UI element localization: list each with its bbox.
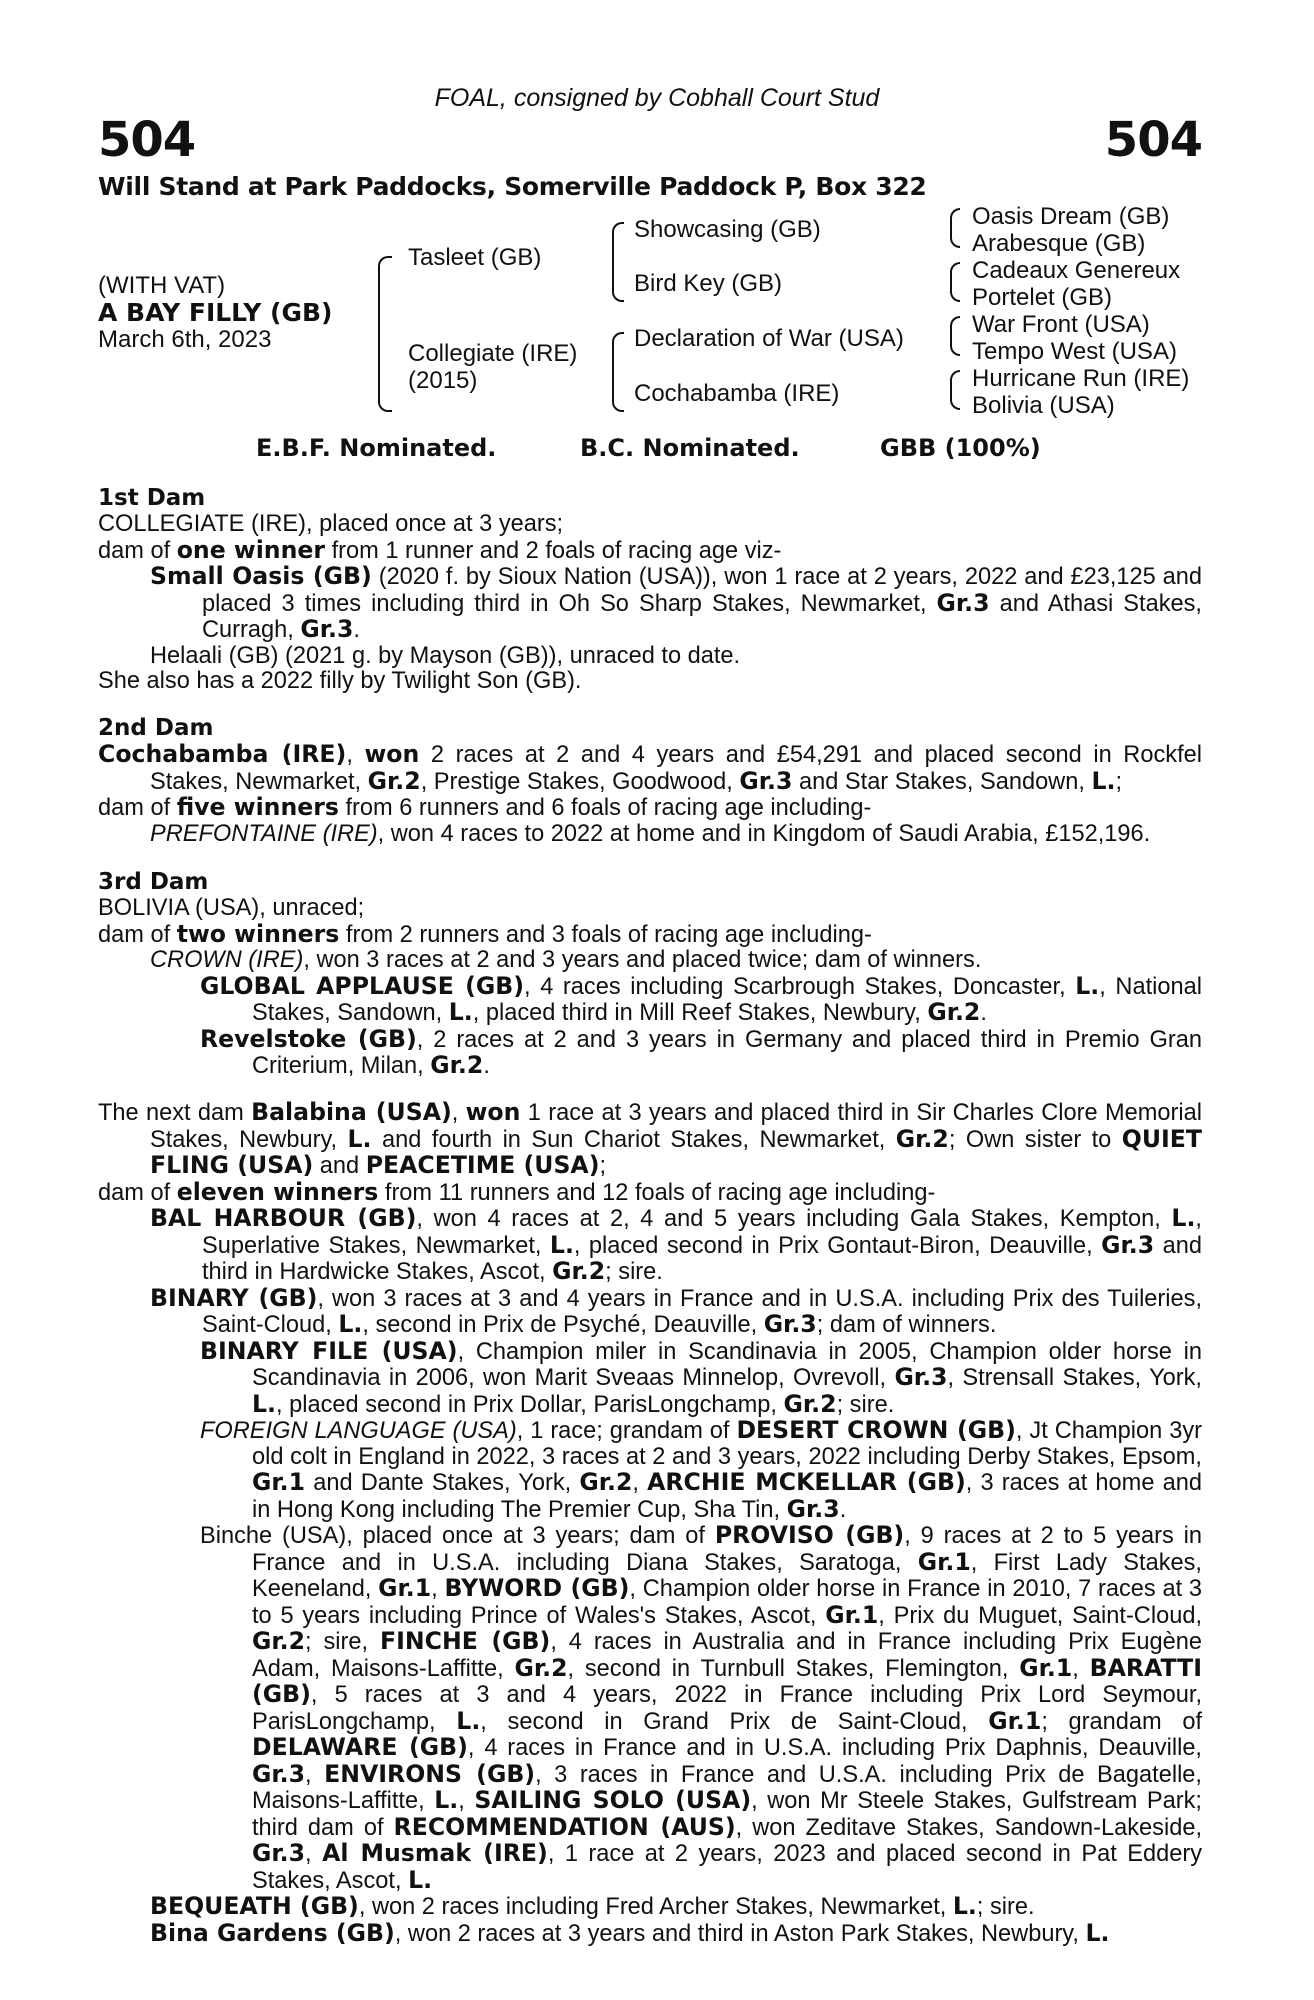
dam-parents-brace xyxy=(612,332,624,412)
third-dam-name: BOLIVIA (USA), unraced; xyxy=(98,895,365,921)
lot-number-left: 504 xyxy=(98,112,196,168)
gen3-6: Tempo West (USA) xyxy=(972,338,1177,365)
lot-number-right: 504 xyxy=(1104,112,1202,168)
gen3-brace-3 xyxy=(950,316,960,356)
foaling-date: March 6th, 2023 xyxy=(98,326,272,353)
vat-note: (WITH VAT) xyxy=(98,272,226,299)
dam-sire: Declaration of War (USA) xyxy=(634,325,904,352)
gen3-5: War Front (USA) xyxy=(972,311,1150,338)
second-dam-heading: 2nd Dam xyxy=(98,715,214,741)
produce-entry: GLOBAL APPLAUSE (GB), 4 races including Scarbrough Stakes, Doncaster, L., National Stakes, Sandown, L., placed third in Mill Reef Stakes, Newbury, Gr.2. xyxy=(200,971,1202,1026)
gbb-rating: GBB (100%) xyxy=(880,434,1041,462)
produce-entry: BAL HARBOUR (GB), won 4 races at 2, 4 and 5 years including Gala Stakes, Kempton, L., Superlative Stakes, Newmarket, L., placed second in Prix Gontaut-Biron, Deauville, Gr.3 and third in Hardwicke Stakes, Ascot, Gr.2; sire. xyxy=(150,1204,1203,1285)
gen3-7: Hurricane Run (IRE) xyxy=(972,365,1190,392)
dam-dam: Cochabamba (IRE) xyxy=(634,380,840,407)
first-dam-section xyxy=(98,484,1202,695)
sire-sire: Showcasing (GB) xyxy=(634,216,821,243)
second-dam-section xyxy=(98,714,1202,847)
horse-name: A BAY FILLY (GB) xyxy=(98,298,333,327)
next-dam-produce-summary: dam of eleven winners from 11 runners and 12 foals of racing age including- xyxy=(98,1177,936,1206)
sire-dam-brace xyxy=(378,256,392,412)
produce-entry: Binche (USA), placed once at 3 years; dam of PROVISO (GB), 9 races at 2 to 5 years in France and in U.S.A. including Diana Stakes, Saratoga, Gr.1, First Lady Stakes, Keeneland, Gr.1, BYWORD (GB), Champion older horse in France in 2010, 7 races at 3 to 5 years including Prince of Wales's Stakes, Ascot, Gr.1, Prix du Muguet, Saint-Cloud, Gr.2; sire, FINCHE (GB), 4 races in Australia and in France including Prix Eugène Adam, Maisons-Laffitte, Gr.2, second in Turnbull Stakes, Flemington, Gr.1, BARATTI (GB), 5 races at 3 and 4 years, 2022 in France including Prix Lord Seymour, ParisLongchamp, L., second in Grand Prix de Saint-Cloud, Gr.1; grandam of DELAWARE (GB), 4 races in France and in U.S.A. including Prix Daphnis, Deauville, Gr.3, ENVIRONS (GB), 3 races in France and U.S.A. including Prix de Bagatelle, Maisons-Laffitte, L., SAILING SOLO (USA), won Mr Steele Stakes, Gulfstream Park; third dam of RECOMMENDATION (AUS), won Zeditave Stakes, Sandown-Lakeside, Gr.3, Al Musmak (IRE), 1 race at 2 years, 2023 and placed second in Pat Eddery Stakes, Ascot, L. xyxy=(200,1521,1203,1894)
produce-entry: CROWN (IRE), won 3 races at 2 and 3 years and placed twice; dam of winners. xyxy=(150,947,982,973)
next-dam-record: The next dam Balabina (USA), won 1 race at 3 years and placed third in Sir Charles Clore Memorial Stakes, Newbury, L. and fourth in Sun Chariot Stakes, Newmarket, Gr.2; Own sister to QUIET FLING (USA) and PEACETIME (USA); xyxy=(98,1098,1202,1179)
gen3-4: Portelet (GB) xyxy=(972,284,1113,311)
gen3-brace-1 xyxy=(950,208,960,248)
second-dam-produce-summary: dam of five winners from 6 runners and 6 foals of racing age including- xyxy=(98,793,872,821)
gen3-brace-2 xyxy=(950,262,960,302)
sire: Tasleet (GB) xyxy=(408,244,542,271)
produce-entry: BINARY (GB), won 3 races at 3 and 4 years in France and in U.S.A. including Prix des Tuileries, Saint-Cloud, L., second in Prix de Psyché, Deauville, Gr.3; dam of winners. xyxy=(150,1283,1203,1338)
third-dam-produce-summary: dam of two winners from 2 runners and 3 foals of racing age including- xyxy=(98,919,872,948)
produce-note: She also has a 2022 filly by Twilight Son (GB). xyxy=(98,668,582,694)
second-dam-record: Cochabamba (IRE), won 2 races at 2 and 4 years and £54,291 and placed second in Rockfel Stakes, Newmarket, Gr.2, Prestige Stakes, Goodwood, Gr.3 and Star Stakes, Sandown, L.; xyxy=(98,740,1202,795)
gen3-3: Cadeaux Genereux xyxy=(972,257,1181,284)
produce-entry: Helaali (GB) (2021 g. by Mayson (GB)), unraced to date. xyxy=(150,642,741,669)
gen3-1: Oasis Dream (GB) xyxy=(972,203,1170,230)
gen3-brace-4 xyxy=(950,370,960,410)
dam-year: (2015) xyxy=(408,367,478,394)
ebf-nomination: E.B.F. Nominated. xyxy=(256,434,497,462)
gen3-8: Bolivia (USA) xyxy=(972,392,1115,419)
produce-entry: Small Oasis (GB) (2020 f. by Sioux Nation (USA)), won 1 race at 2 years, 2022 and £23,125 and placed 3 times including third in Oh So Sharp Stakes, Newmarket, Gr.3 and Athasi Stakes, Curragh, Gr.3. xyxy=(150,562,1202,643)
first-dam-heading: 1st Dam xyxy=(98,485,206,511)
produce-entry: BEQUEATH (GB), won 2 races including Fred Archer Stakes, Newmarket, L.; sire. xyxy=(150,1892,1035,1920)
produce-entry: Revelstoke (GB), 2 races at 2 and 3 years in Germany and placed third in Premio Gran Criterium, Milan, Gr.2. xyxy=(200,1024,1202,1079)
produce-entry: Bina Gardens (GB), won 2 races at 3 years and third in Aston Park Stakes, Newbury, L. xyxy=(150,1918,1110,1947)
produce-entry: BINARY FILE (USA), Champion miler in Scandinavia in 2005, Champion older horse in Scandinavia in 2006, won Marit Sveaas Minnelop, Ovrevoll, Gr.3, Strensall Stakes, York, L., placed second in Prix Dollar, ParisLongchamp, Gr.2; sire. xyxy=(200,1336,1202,1418)
sire-parents-brace xyxy=(612,222,624,302)
first-dam-name: COLLEGIATE (IRE), placed once at 3 years; xyxy=(98,511,564,537)
produce-entry: PREFONTAINE (IRE), won 4 races to 2022 at home and in Kingdom of Saudi Arabia, £152,196. xyxy=(150,820,1151,847)
stable-location: Will Stand at Park Paddocks, Somerville Paddock P, Box 322 xyxy=(98,172,927,201)
dam: Collegiate (IRE) xyxy=(408,340,578,367)
third-dam-heading: 3rd Dam xyxy=(98,869,209,895)
produce-entry: FOREIGN LANGUAGE (USA), 1 race; grandam of DESERT CROWN (GB), Jt Champion 3yr old colt in England in 2022, 3 races at 2 and 3 years, 2022 including Derby Stakes, Epsom, Gr.1 and Dante Stakes, York, Gr.2, ARCHIE MCKELLAR (GB), 3 races at home and in Hong Kong including The Premier Cup, Sha Tin, Gr.3. xyxy=(200,1416,1202,1523)
bc-nomination: B.C. Nominated. xyxy=(580,434,800,462)
first-dam-produce-summary: dam of one winner from 1 runner and 2 foals of racing age viz- xyxy=(98,535,782,564)
third-dam-section xyxy=(98,868,1202,1080)
next-dam-section xyxy=(98,1100,1202,1947)
consignor-line: FOAL, consigned by Cobhall Court Stud xyxy=(434,84,880,112)
sire-dam: Bird Key (GB) xyxy=(634,270,783,297)
gen3-2: Arabesque (GB) xyxy=(972,230,1146,257)
